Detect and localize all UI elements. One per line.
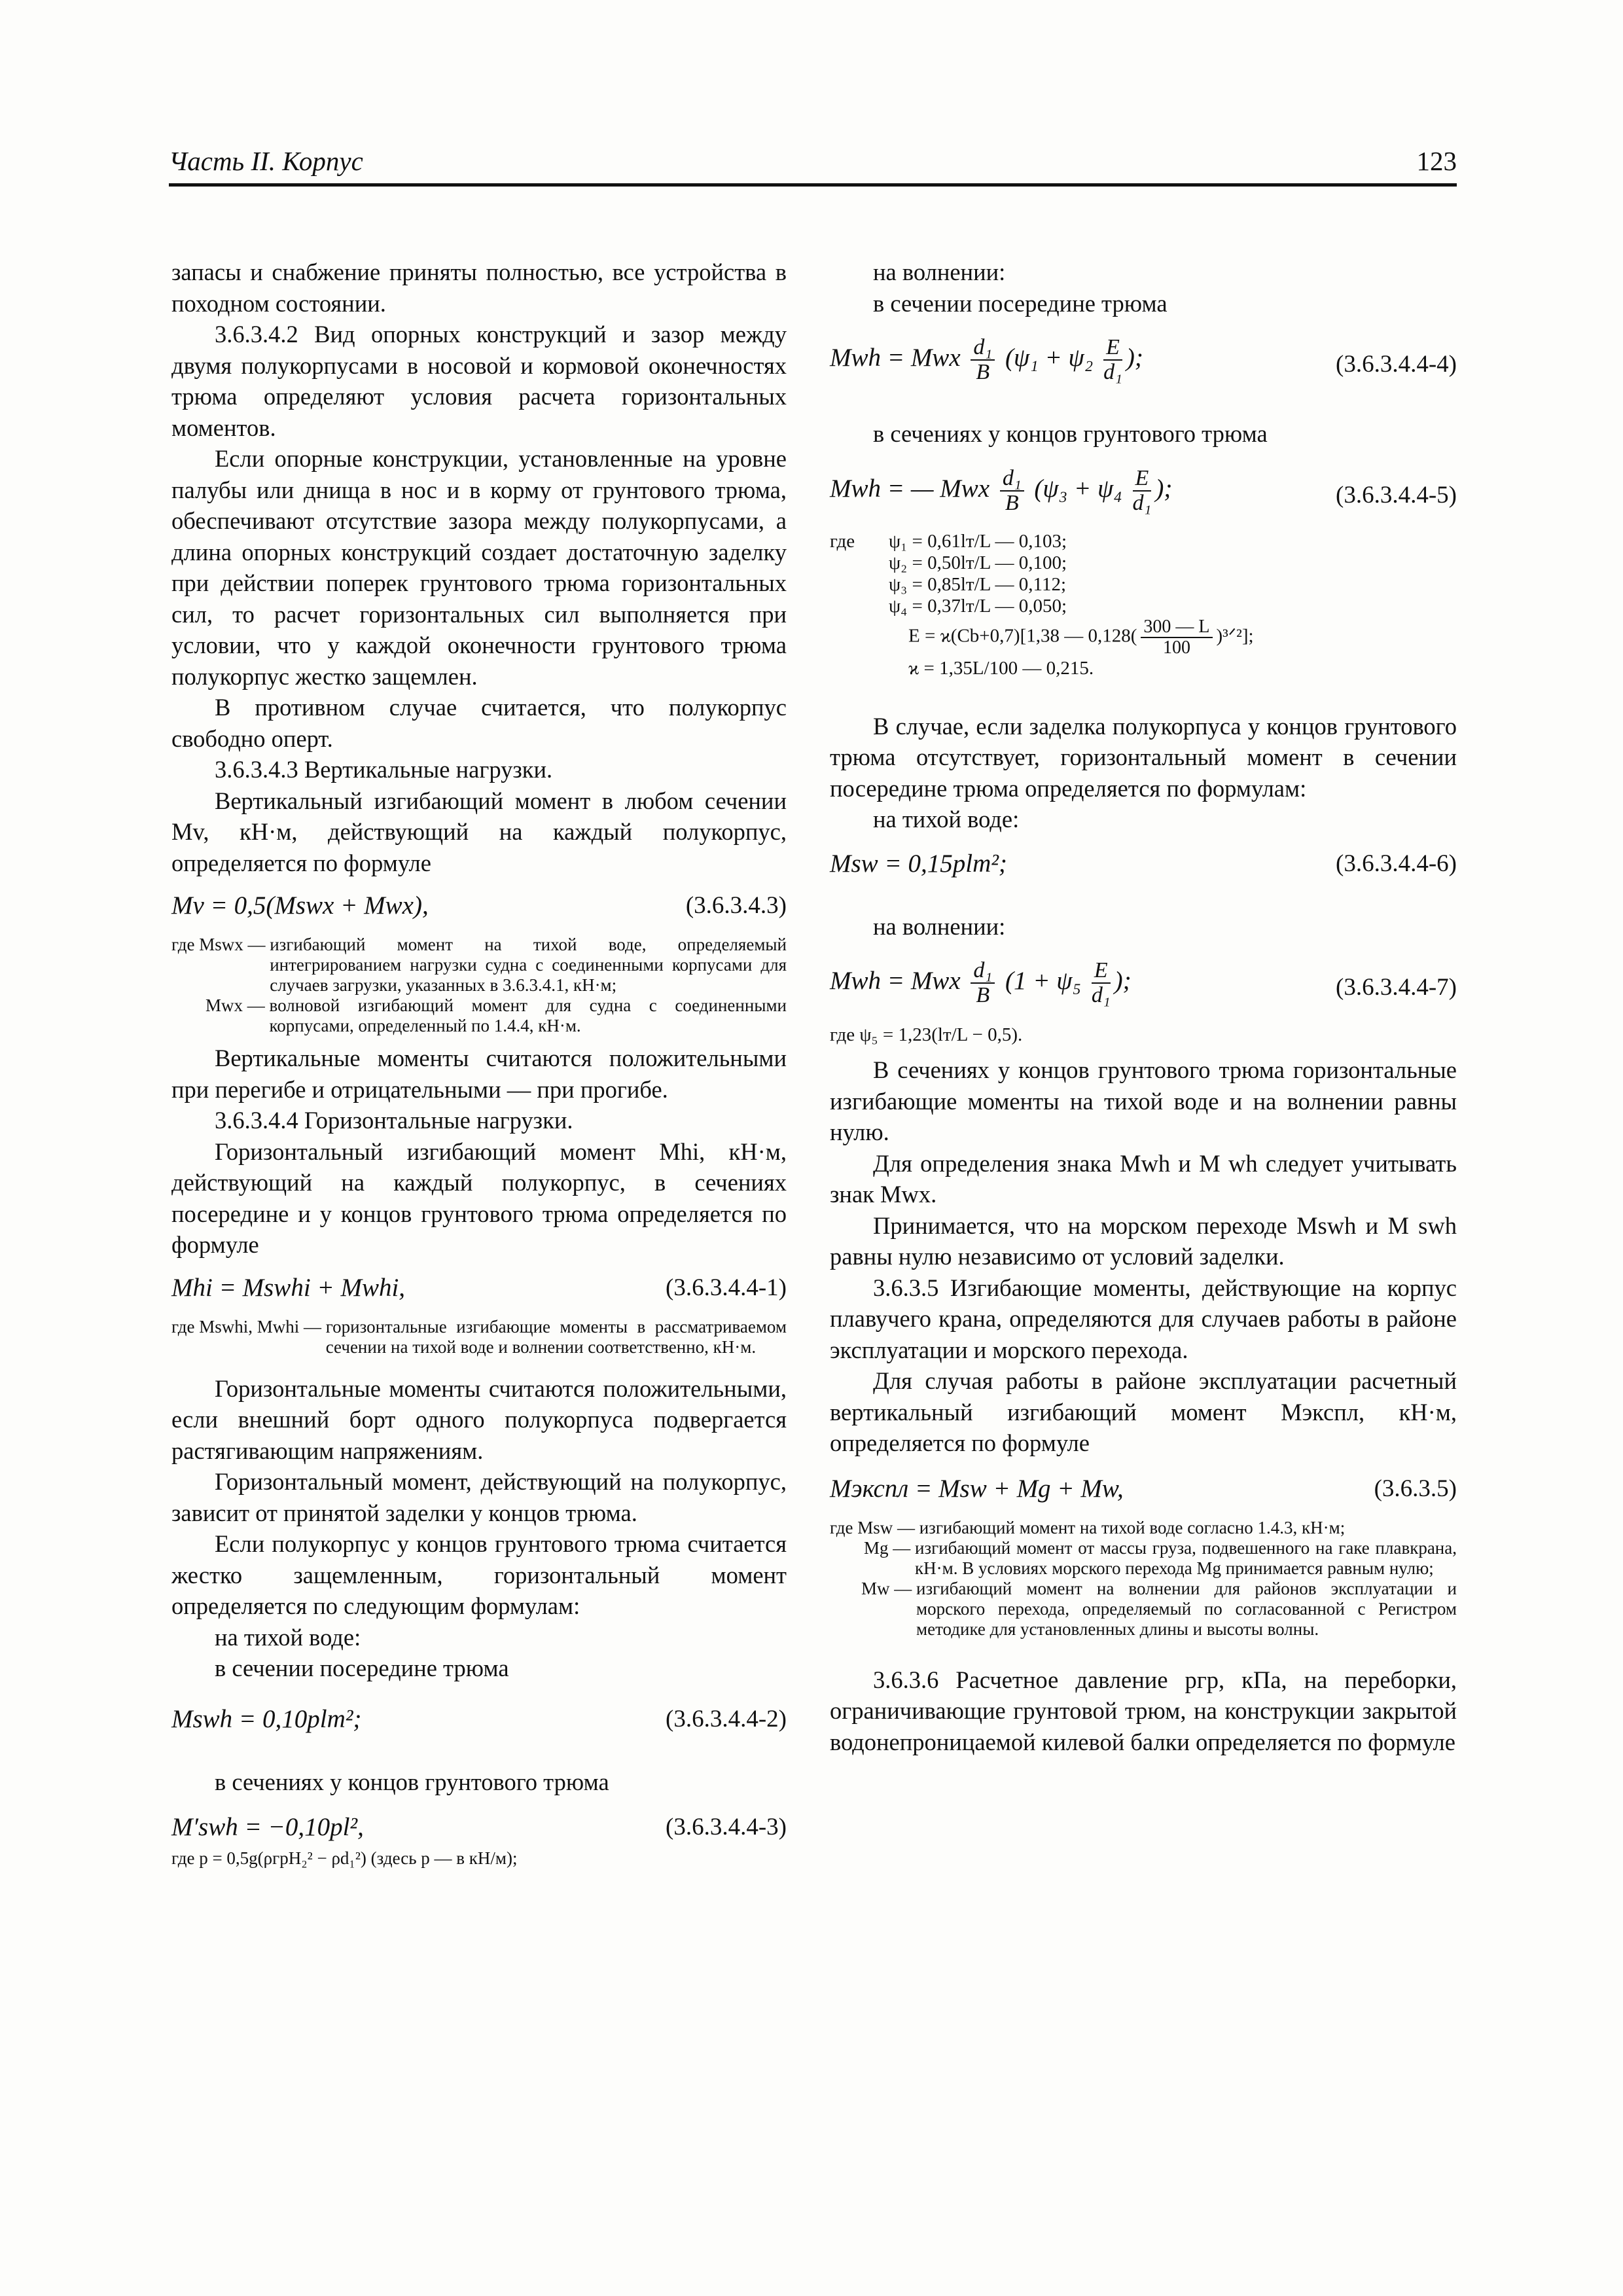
denominator: B — [1005, 490, 1019, 515]
formula-number: (3.6.3.4.4-3) — [666, 1814, 787, 1840]
formula-end: ); — [1114, 966, 1132, 995]
formula-lhs: Mwh = Mwx — [830, 966, 961, 995]
fraction — [1092, 959, 1111, 1007]
kappa-definition: ϰ = 1,35L/100 — 0,215. — [908, 657, 1094, 679]
formula-number: (3.6.3.4.4-2) — [666, 1705, 787, 1732]
fraction — [971, 959, 995, 1007]
paragraph: на волнении: — [873, 912, 1006, 940]
formula-expression: M′swh = −0,10pl², — [171, 1813, 364, 1841]
formula-lhs: Mwh = — Mwx — [830, 474, 990, 503]
paragraph: Принимается, что на морском переходе Mswh и M swh равны нулю независимо от условий заделки. — [830, 1211, 1457, 1270]
psi4-definition: ψ₄ = 0,37lт/L — 0,050; — [889, 595, 1067, 617]
definition-line — [830, 531, 1457, 552]
paragraph: Горизонтальный изгибающий момент Mhi, кН·м, действующий на каждый полукорпус, в сечениях посередине и у концов грунтового трюма определяется по формуле — [171, 1138, 787, 1258]
formula-expression — [830, 467, 1172, 515]
legend-text: горизонтальные изгибающие моменты в рассматриваемом сечении на тихой воде и волнении соответственно, кН·м. — [325, 1316, 787, 1357]
legend-row — [171, 935, 787, 996]
paragraph: Горизонтальные моменты считаются положительными, если внешний борт одного полукорпуса подвергается растягивающим напряжениям. — [171, 1374, 787, 1464]
numerator: d₁ — [1000, 467, 1024, 492]
paragraph: в сечениях у концов грунтового трюма — [215, 1768, 609, 1795]
formula-end: ); — [1126, 343, 1143, 372]
legend-text: волновой изгибающий момент для судна с соединенными корпусами, определенный по 1.4.4, кН·м. — [269, 996, 787, 1035]
formula-number: (3.6.3.4.4-1) — [666, 1274, 787, 1301]
formula-legend: где ψ₅ = 1,23(lт/L − 0,5). — [830, 1024, 1023, 1045]
definition-line — [830, 617, 1457, 658]
formula-number: (3.6.3.4.4-4) — [1336, 351, 1457, 378]
formula-legend: где p = 0,5g(ρгрH₂² − ρd₁²) (здесь p — в кН/м); — [171, 1848, 518, 1868]
fraction — [971, 336, 995, 384]
psi3-definition: ψ₃ = 0,85lт/L — 0,112; — [889, 573, 1067, 595]
formula — [830, 954, 1457, 1016]
definition-line — [830, 596, 1457, 617]
legend-row — [830, 1518, 1457, 1538]
formula-expression: Msw = 0,15plт²; — [830, 849, 1007, 878]
formula — [830, 461, 1457, 524]
legend-text: изгибающий момент на волнении для районов эксплуатации и морского перехода, определяемый по согласованной с Регистром методике для установленных длины и высоты волны. — [916, 1578, 1457, 1639]
numerator: E — [1103, 336, 1122, 361]
psi1-definition: ψ₁ = 0,61lт/L — 0,103; — [889, 530, 1067, 552]
legend-symbol: где Mswhi, Mwhi — — [171, 1316, 321, 1336]
formula — [830, 1468, 1457, 1511]
numerator: E — [1133, 467, 1152, 492]
chapter-title: Часть II. Корпус — [169, 146, 363, 176]
formula — [830, 843, 1457, 886]
fraction — [1133, 467, 1152, 515]
paragraph: 3.6.3.4.2 Вид опорных конструкций и зазор между двумя полукорпусами в носовой и кормовой оконечностях трюма определяют условия расчета горизонтальных моментов. — [171, 321, 787, 441]
paragraph: Вертикальные моменты считаются положительными при перегибе и отрицательными — при прогибе. — [171, 1045, 787, 1103]
denominator: 100 — [1162, 637, 1190, 658]
legend-symbol: Mwx — — [205, 996, 265, 1015]
fraction — [1103, 336, 1122, 384]
section-heading: 3.6.3.6 Расчетное давление pгр, кПа, на переборки, ограничивающие грунтовой трюм, на конструкции закрытой водонепроницаемой килевой балки определяется по формуле — [830, 1666, 1457, 1755]
formula — [171, 1806, 787, 1850]
legend-text: изгибающий момент на тихой воде согласно 1.4.3, кН·м; — [919, 1517, 1346, 1537]
formula-expression — [830, 336, 1143, 384]
legend-text: изгибающий момент от массы груза, подвешенного на гаке плавкрана, кН·м. В условиях морского перехода Mg принимается равным нулю; — [915, 1537, 1457, 1578]
numerator: d₁ — [971, 336, 995, 361]
numerator: 300 — L — [1141, 617, 1212, 638]
paragraph: в сечении посередине трюма — [873, 289, 1168, 317]
paragraph: Для случая работы в районе эксплуатации расчетный вертикальный изгибающий момент Mэкспл, кН·м, определяется по формуле — [830, 1367, 1457, 1456]
paragraph: на тихой воде: — [215, 1623, 361, 1651]
denominator: B — [976, 360, 990, 384]
paragraph: Если опорные конструкции, установленные на уровне палубы или днища в нос и в корму от грунтового трюма, обеспечивают отсутствие зазора между полукорпусами, а длина опорных конструкций создает достаточную заделку при действии поперек грунтового трюма горизонтальных сил, то расчет горизонтальных сил выполняется при условии, что у каждой оконечности грунтового трюма полукорпус жестко защемлен. — [171, 445, 787, 690]
psi2-definition: ψ₂ = 0,50lт/L — 0,100; — [889, 552, 1067, 573]
formula-expression: Mswh = 0,10plт²; — [171, 1704, 362, 1733]
paragraph: в сечениях у концов грунтового трюма — [873, 420, 1268, 447]
legend-symbol: где Mswx — — [171, 935, 266, 954]
denominator: d₁ — [1132, 490, 1152, 515]
definition-line — [830, 658, 1457, 679]
formula-legend — [171, 935, 787, 1036]
e-definition: E = ϰ(Cb+0,7)[1,38 — 0,128( — [908, 625, 1137, 647]
formula — [171, 885, 787, 928]
formula-expression: Mэкспл = Msw + Mg + Mw, — [830, 1474, 1124, 1503]
numerator: d₁ — [971, 959, 995, 984]
right-column — [830, 257, 1457, 1757]
coefficient-definitions — [830, 531, 1457, 679]
legend-symbol: Mw — — [861, 1578, 912, 1598]
where-label: где — [830, 530, 855, 552]
paragraph: В противном случае считается, что полукорпус свободно оперт. — [171, 694, 787, 752]
legend-text: изгибающий момент на тихой воде, определяемый интегрированием нагрузки судна с соединенными корпусами для случаев загрузки, указанных в 3.6.3.4.1, кН·м; — [270, 935, 787, 995]
e-definition-end: )³ᐟ²]; — [1216, 625, 1254, 647]
paragraph: В сечениях у концов грунтового трюма горизонтальные изгибающие моменты на тихой воде и на волнении равны нулю. — [830, 1056, 1457, 1145]
formula-end: ); — [1155, 474, 1173, 503]
denominator: B — [976, 983, 990, 1007]
paragraph: Если полукорпус у концов грунтового трюма считается жестко защемленным, горизонтальный момент определяется по следующим формулам: — [171, 1530, 787, 1619]
paragraph: Для определения знака Mwh и M wh следует учитывать знак Mwx. — [830, 1149, 1457, 1208]
paragraph: на волнении: — [873, 259, 1006, 285]
formula-expression — [830, 959, 1132, 1007]
definition-line — [830, 574, 1457, 596]
denominator: d₁ — [1091, 983, 1111, 1007]
formula-middle: (ψ₁ + ψ₂ — [1005, 343, 1094, 372]
paragraph: Вертикальный изгибающий момент в любом сечении Mv, кН·м, действующий на каждый полукорпус, определяется по формуле — [171, 787, 787, 876]
formula-number: (3.6.3.5) — [1374, 1475, 1457, 1502]
paragraph: Горизонтальный момент, действующий на полукорпус, зависит от принятой заделки у концов трюма. — [171, 1468, 787, 1526]
section-heading: 3.6.3.5 Изгибающие моменты, действующие на корпус плавучего крана, определяются для случаев работы в районе эксплуатации и морского перехода. — [830, 1274, 1457, 1363]
left-column — [171, 257, 787, 1875]
denominator: d₁ — [1103, 360, 1122, 384]
paragraph: запасы и снабжение приняты полностью, все устройства в походном состоянии. — [171, 259, 787, 317]
paragraph: на тихой воде: — [873, 806, 1020, 833]
formula-lhs: Mwh = Mwx — [830, 343, 961, 372]
section-heading: 3.6.3.4.4 Горизонтальные нагрузки. — [215, 1107, 573, 1134]
formula-number: (3.6.3.4.4-6) — [1336, 850, 1457, 877]
formula — [830, 331, 1457, 393]
formula-expression: Mv = 0,5(Mswx + Mwx), — [171, 891, 429, 920]
legend-row — [830, 1579, 1457, 1640]
formula-middle: (ψ₃ + ψ₄ — [1034, 474, 1122, 503]
formula-legend — [171, 1317, 787, 1357]
legend-row — [171, 996, 787, 1036]
running-header — [169, 145, 1457, 187]
section-heading: 3.6.3.4.3 Вертикальные нагрузки. — [215, 756, 553, 783]
paragraph: в сечении посередине трюма — [215, 1655, 509, 1681]
formula — [171, 1267, 787, 1310]
formula-number: (3.6.3.4.3) — [685, 892, 787, 919]
formula-number: (3.6.3.4.4-7) — [1336, 974, 1457, 1001]
formula-legend — [830, 1518, 1457, 1640]
paragraph: В случае, если заделка полукорпуса у концов грунтового трюма отсутствует, горизонтальный момент в сечении посередине трюма определяется по формулам: — [830, 712, 1457, 802]
formula — [171, 1698, 787, 1742]
legend-row — [171, 1317, 787, 1357]
formula-number: (3.6.3.4.4-5) — [1336, 481, 1457, 509]
page-number: 123 — [1416, 146, 1457, 176]
numerator: E — [1092, 959, 1111, 984]
legend-symbol: Mg — — [864, 1537, 911, 1558]
definition-line — [830, 552, 1457, 574]
formula-expression: Mhi = Mswhi + Mwhi, — [171, 1273, 406, 1302]
formula-middle: (1 + ψ₅ — [1005, 966, 1082, 995]
fraction — [1141, 617, 1212, 658]
fraction — [1000, 467, 1024, 515]
legend-row — [830, 1538, 1457, 1579]
legend-symbol: где Msw — — [830, 1517, 915, 1537]
